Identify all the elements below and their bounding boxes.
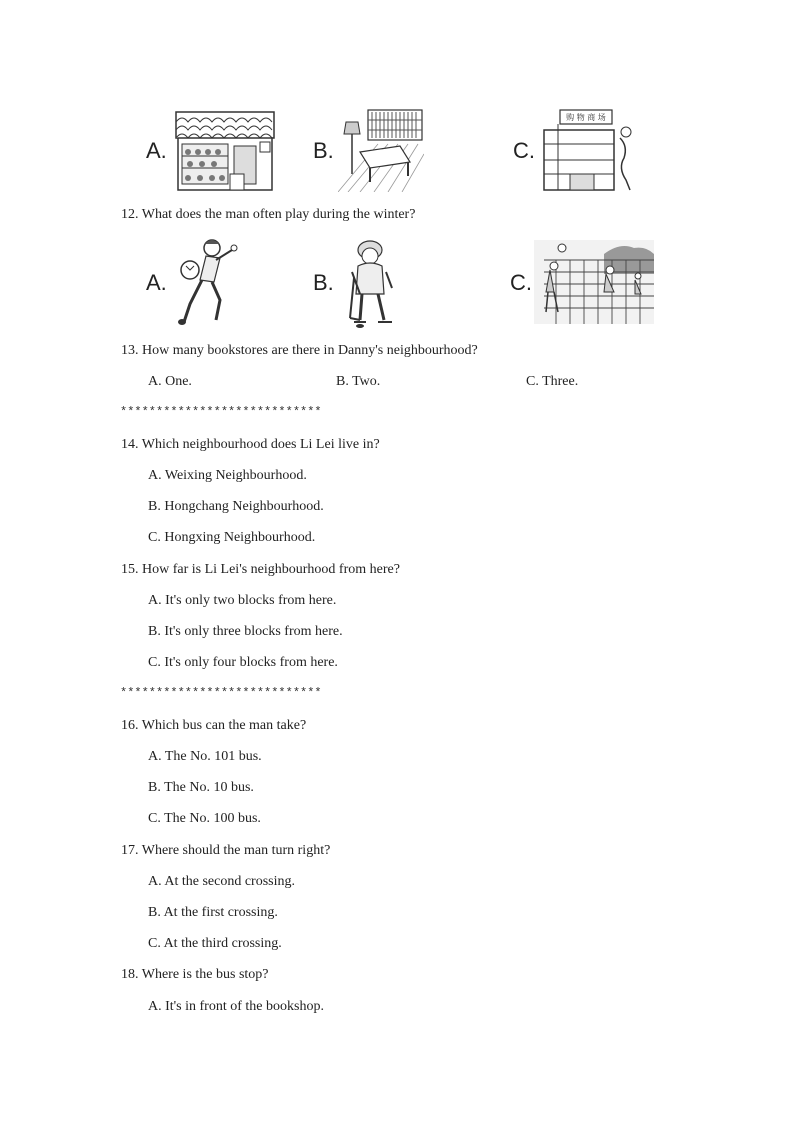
q17-question: 17. Where should the man turn right? (121, 843, 331, 858)
section-separator-1: **************************** (120, 405, 322, 419)
q15-option-c: C. It's only four blocks from here. (148, 655, 338, 670)
q12-option-b-label: B. (313, 270, 334, 295)
q12-option-c-label: C. (510, 270, 532, 295)
q14-option-a: A. Weixing Neighbourhood. (148, 468, 307, 483)
q17-option-a: A. At the second crossing. (148, 874, 295, 889)
q11-library-picture (338, 108, 424, 192)
q17-option-b: B. At the first crossing. (148, 905, 278, 920)
q12-ice-hockey-player-picture (340, 238, 400, 330)
q13-option-a: A. One. (148, 374, 192, 389)
q11-shopping-mall-picture (540, 108, 634, 192)
q11-option-c-label: C. (513, 138, 535, 163)
q13-option-c: C. Three. (526, 374, 579, 389)
q12-option-a-label: A. (146, 270, 167, 295)
q14-option-b: B. Hongchang Neighbourhood. (148, 499, 324, 514)
q17-option-c: C. At the third crossing. (148, 936, 282, 951)
q11-shop-picture (174, 108, 276, 192)
q15-option-b: B. It's only three blocks from here. (148, 624, 343, 639)
q15-question: 15. How far is Li Lei's neighbourhood from here? (121, 562, 400, 577)
q16-option-b: B. The No. 10 bus. (148, 780, 254, 795)
q12-football-player-picture (172, 238, 242, 328)
q11-option-a-label: A. (146, 138, 167, 163)
mall-sign-text: 购 物 商 场 (566, 113, 606, 122)
q16-option-a: A. The No. 101 bus. (148, 749, 262, 764)
q15-option-a: A. It's only two blocks from here. (148, 593, 337, 608)
q16-question: 16. Which bus can the man take? (121, 718, 307, 733)
q18-question: 18. Where is the bus stop? (121, 967, 269, 982)
q14-question: 14. Which neighbourhood does Li Lei live in? (121, 437, 380, 452)
q14-option-c: C. Hongxing Neighbourhood. (148, 530, 316, 545)
q16-option-c: C. The No. 100 bus. (148, 811, 261, 826)
q12-volleyball-picture (534, 240, 654, 324)
q13-question: 13. How many bookstores are there in Danny's neighbourhood? (121, 343, 478, 358)
q13-option-b: B. Two. (336, 374, 381, 389)
section-separator-2: **************************** (120, 686, 322, 700)
q12-question: 12. What does the man often play during the winter? (121, 207, 416, 222)
q11-option-b-label: B. (313, 138, 334, 163)
q18-option-a: A. It's in front of the bookshop. (148, 999, 324, 1014)
